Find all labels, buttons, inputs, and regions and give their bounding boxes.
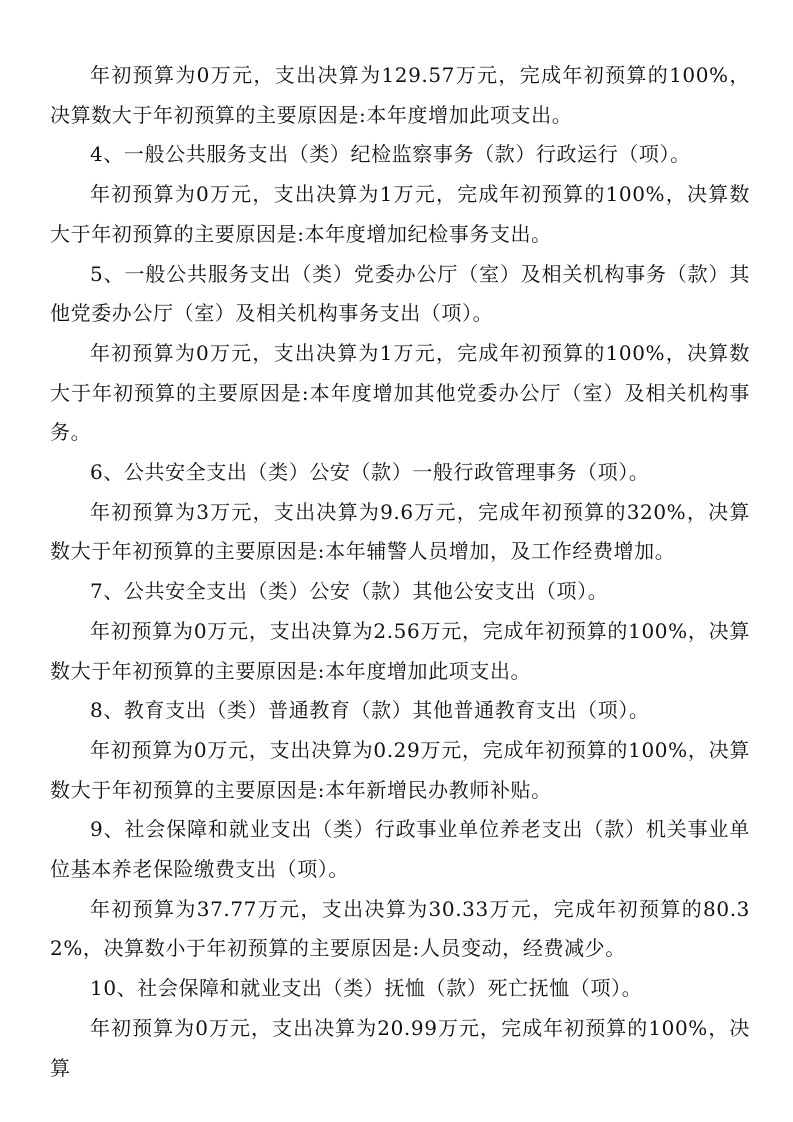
paragraph-item-4-explanation: 年初预算为0万元，支出决算为1万元，完成年初预算的100%，决算数大于年初预算的主要原因是:本年度增加纪检事务支出。 [50, 182, 750, 246]
paragraph-heading-8: 8、教育支出（类）普通教育（款）其他普通教育支出（项）。 [90, 698, 650, 723]
paragraph-heading-5: 5、一般公共服务支出（类）党委办公厅（室）及相关机构事务（款）其他党委办公厅（室）及相关机构事务支出（项）。 [50, 261, 750, 326]
paragraph-item-9-explanation: 年初预算为37.77万元，支出决算为30.33万元，完成年初预算的80.32%，决算数小于年初预算的主要原因是:人员变动，经费减少。 [50, 896, 750, 961]
document-body [50, 56, 750, 1088]
paragraph-heading-9: 9、社会保障和就业支出（类）行政事业单位养老支出（款）机关事业单位基本养老保险缴费支出（项）。 [50, 817, 750, 882]
paragraph-heading-4: 4、一般公共服务支出（类）纪检监察事务（款）行政运行（项）。 [90, 142, 691, 167]
paragraph-item-3-explanation: 年初预算为0万元，支出决算为129.57万元，完成年初预算的100%，决算数大于年初预算的主要原因是:本年度增加此项支出。 [50, 63, 750, 127]
paragraph-item-10-explanation: 年初预算为0万元，支出决算为20.99万元，完成年初预算的100%，决算 [50, 1015, 750, 1080]
paragraph-item-7-explanation: 年初预算为0万元，支出决算为2.56万元，完成年初预算的100%，决算数大于年初预算的主要原因是:本年度增加此项支出。 [50, 618, 750, 683]
paragraph-heading-10: 10、社会保障和就业支出（类）抚恤（款）死亡抚恤（项）。 [90, 976, 643, 1001]
paragraph-item-8-explanation: 年初预算为0万元，支出决算为0.29万元，完成年初预算的100%，决算数大于年初预算的主要原因是:本年新增民办教师补贴。 [50, 737, 750, 802]
paragraph-item-5-explanation: 年初预算为0万元，支出决算为1万元，完成年初预算的100%，决算数大于年初预算的主要原因是:本年度增加其他党委办公厅（室）及相关机构事务。 [50, 340, 750, 445]
paragraph-item-6-explanation: 年初预算为3万元，支出决算为9.6万元，完成年初预算的320%，决算数大于年初预算的主要原因是:本年辅警人员增加，及工作经费增加。 [50, 499, 750, 564]
paragraph-heading-7: 7、公共安全支出（类）公安（款）其他公安支出（项）。 [90, 579, 609, 604]
paragraph-heading-6: 6、公共安全支出（类）公安（款）一般行政管理事务（项）。 [90, 460, 650, 485]
